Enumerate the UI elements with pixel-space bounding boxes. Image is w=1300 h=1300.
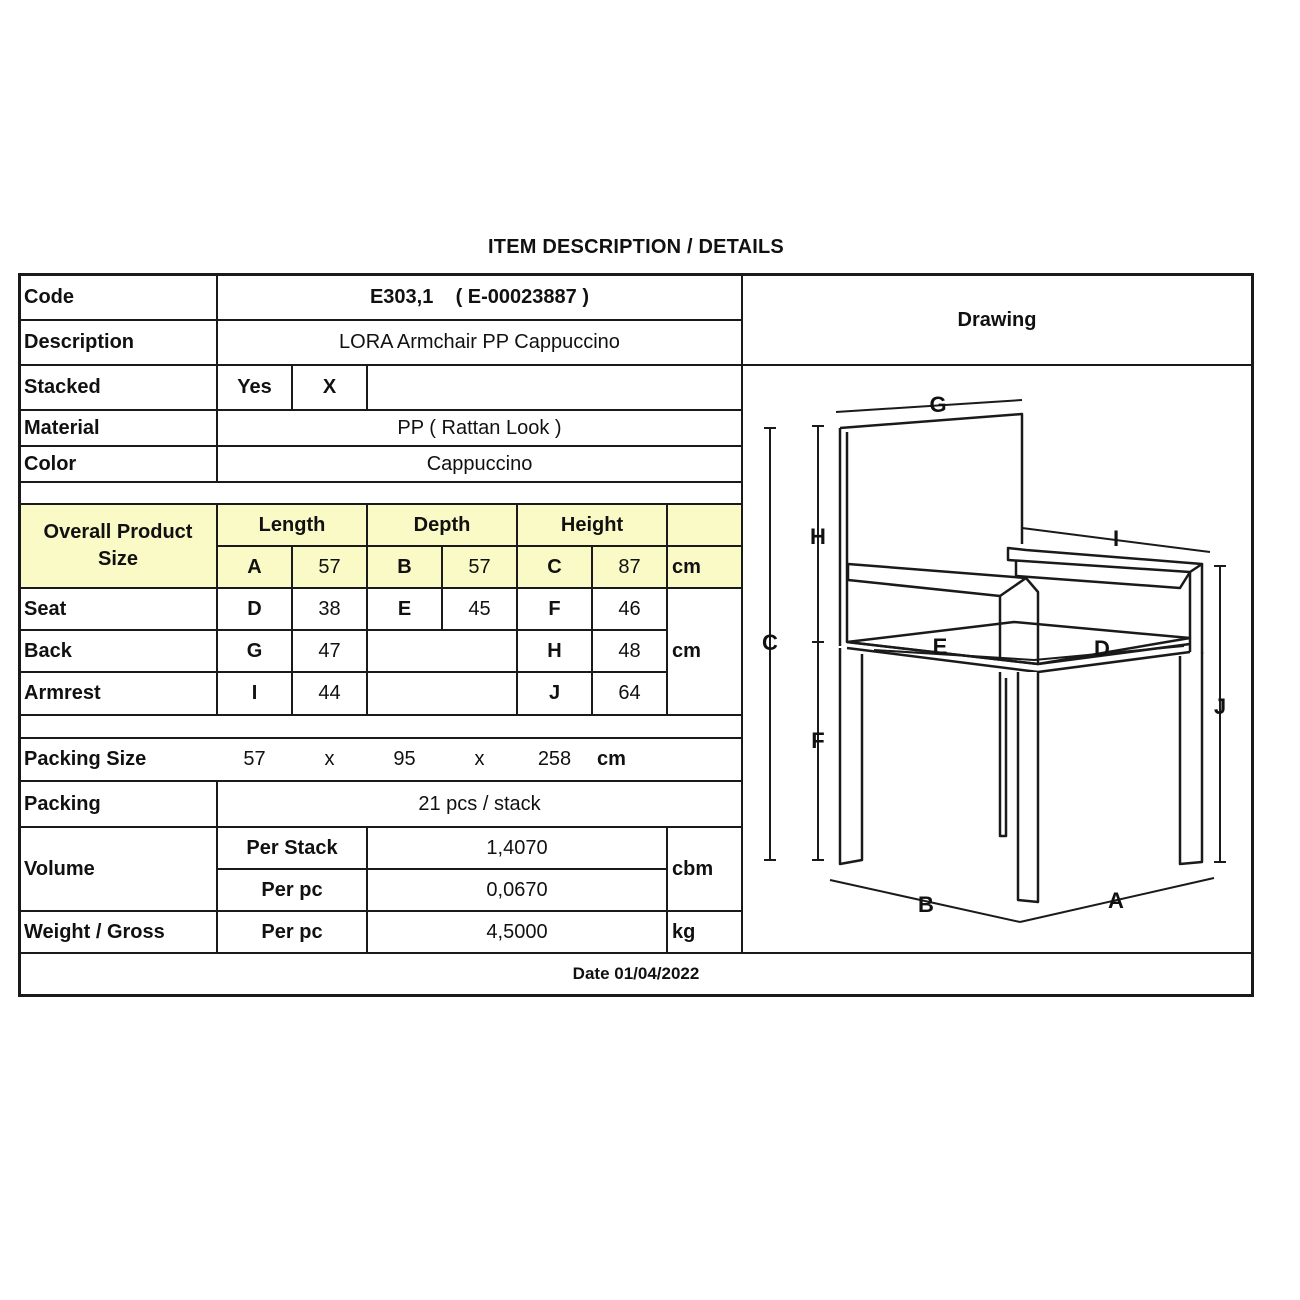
- stacked-mark: X: [322, 376, 337, 398]
- dim-f-value: 46: [618, 597, 641, 620]
- leg-front-right: [1180, 652, 1202, 864]
- per-stack-value: 1,4070: [486, 836, 548, 859]
- code-value: E303,1 ( E-00023887 ): [369, 286, 590, 308]
- grid-line: [741, 276, 743, 954]
- packing-unit: cm: [597, 748, 626, 770]
- dim-g-value: 47: [318, 639, 341, 662]
- dim-h-value: 48: [618, 639, 641, 662]
- packing-value: 21 pcs / stack: [418, 792, 541, 815]
- dim-label-c: C: [762, 630, 778, 655]
- description-label: Description: [24, 331, 135, 353]
- leg-front-left: [1018, 672, 1038, 902]
- dim-d-value: 38: [318, 597, 341, 620]
- packing-length: 57: [243, 748, 266, 770]
- color-label: Color: [24, 452, 77, 475]
- dim-label-e: E: [932, 634, 948, 659]
- drawing-label: Drawing: [957, 308, 1037, 331]
- dim-i-label: I: [251, 682, 258, 704]
- left-armrest-corner: [1000, 578, 1026, 596]
- leg-back-right: [1000, 672, 1006, 836]
- weight-label: Weight / Gross: [24, 920, 165, 943]
- description-value: LORA Armchair PP Cappuccino: [339, 331, 620, 353]
- dim-j-value: 64: [618, 682, 641, 704]
- dim-f-label: F: [548, 597, 561, 620]
- dim-a-label: A: [247, 555, 262, 578]
- sheet-title: ITEM DESCRIPTION / DETAILS: [488, 236, 784, 258]
- dim-label-g: G: [929, 392, 947, 417]
- dim-label-f: F: [811, 728, 825, 753]
- dim-label-b: B: [918, 892, 934, 917]
- dim-c-value: 87: [618, 555, 641, 578]
- dim-b-label: B: [397, 555, 412, 578]
- packing-size-label: Packing Size: [24, 748, 147, 770]
- dim-h-label: H: [547, 639, 562, 662]
- backrest-top-rail: [840, 414, 1022, 544]
- seat-label: Seat: [24, 597, 67, 620]
- back-label: Back: [24, 639, 72, 662]
- per-pc-label: Per pc: [261, 878, 323, 901]
- dim-label-a: A: [1108, 888, 1124, 913]
- right-armrest-top: [1008, 548, 1202, 572]
- dim-b-value: 57: [468, 555, 491, 578]
- code-label: Code: [24, 286, 74, 308]
- dim-d-label: D: [247, 597, 262, 620]
- grid-line: [366, 364, 368, 411]
- dim-label-j: J: [1213, 694, 1227, 719]
- stacked-yes: Yes: [237, 376, 272, 398]
- dim-c-label: C: [547, 555, 562, 578]
- depth-header: Depth: [413, 513, 471, 536]
- dim-label-d: D: [1094, 636, 1110, 661]
- grid-line: [20, 714, 742, 716]
- per-pc-value: 0,0670: [486, 878, 548, 901]
- per-stack-label: Per Stack: [246, 836, 338, 859]
- armrest-label: Armrest: [24, 682, 101, 704]
- dim-g-label: G: [246, 639, 263, 662]
- overall-size-header: Overall Product Size: [43, 521, 193, 570]
- dim-label-h: H: [810, 524, 826, 549]
- detail-unit: cm: [672, 640, 701, 662]
- packing-width: 95: [393, 748, 416, 770]
- dim-a-value: 57: [318, 555, 341, 578]
- length-header: Length: [258, 513, 326, 536]
- dim-i-value: 44: [318, 682, 341, 704]
- packing-times-2: x: [474, 748, 485, 770]
- chair-dimension-drawing: [744, 366, 1250, 954]
- weight-unit: kg: [672, 920, 696, 943]
- grid-line: [20, 481, 742, 483]
- packing-height: 258: [537, 748, 572, 770]
- volume-label: Volume: [24, 857, 95, 880]
- dim-label-i: I: [1112, 526, 1120, 551]
- height-header: Height: [560, 513, 624, 536]
- color-value: Cappuccino: [426, 452, 533, 475]
- packing-label: Packing: [24, 792, 101, 815]
- material-value: PP ( Rattan Look ): [397, 416, 562, 439]
- material-label: Material: [24, 416, 100, 439]
- date-footer: Date 01/04/2022: [572, 964, 700, 983]
- dim-e-label: E: [397, 597, 412, 620]
- weight-value: 4,5000: [486, 920, 548, 943]
- stacked-label: Stacked: [24, 376, 101, 398]
- weight-per-pc-label: Per pc: [261, 920, 323, 943]
- packing-times-1: x: [324, 748, 335, 770]
- leg-back-left: [840, 648, 862, 864]
- dim-e-value: 45: [468, 597, 491, 620]
- dim-j-label: J: [548, 682, 561, 704]
- volume-unit: cbm: [672, 857, 714, 880]
- overall-unit: cm: [672, 555, 701, 578]
